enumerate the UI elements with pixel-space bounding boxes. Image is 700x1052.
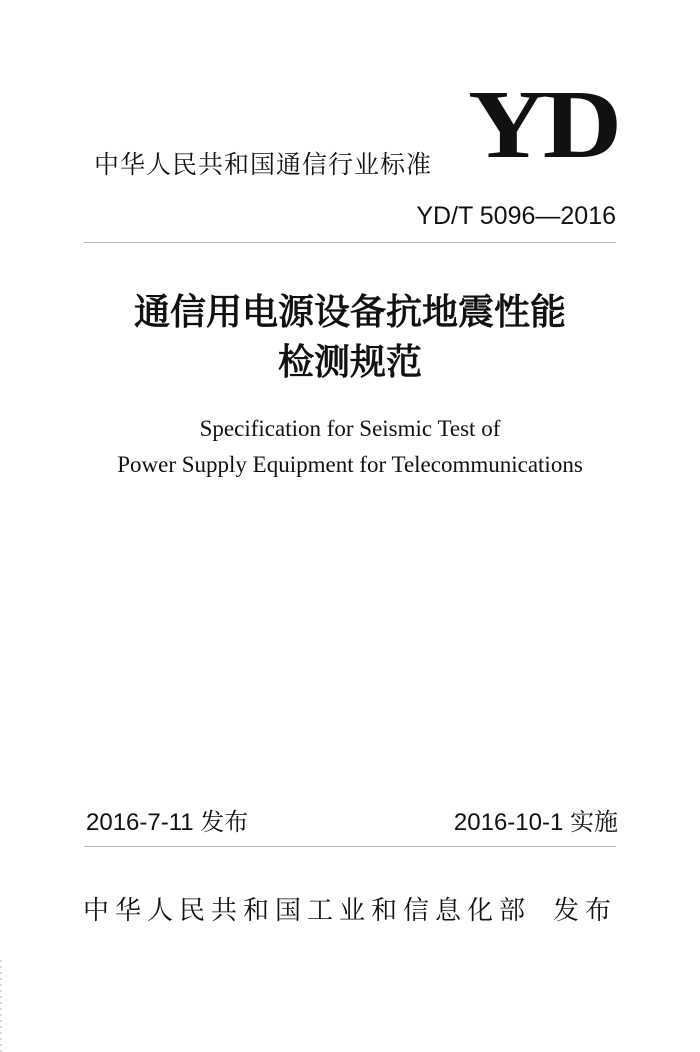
- chinese-title-line-1: 通信用电源设备抗地震性能: [133, 291, 566, 333]
- english-title-line-1: Specification for Seismic Test of: [199, 416, 501, 441]
- top-divider: [84, 242, 616, 243]
- publisher-line: [0, 898, 700, 924]
- chinese-title-line-2: 检测规范: [277, 341, 422, 383]
- standard-number: YD/T 5096—2016: [416, 202, 616, 230]
- publisher-org: 中华人民共和国工业和信息化部: [82, 896, 531, 926]
- publish-date: 2016-7-11 发布: [86, 809, 249, 836]
- english-title-line-2: Power Supply Equipment for Telecommunications: [117, 452, 583, 477]
- english-title: [0, 411, 700, 483]
- standard-category: 中华人民共和国通信行业标准: [94, 150, 433, 179]
- yd-logo: YD: [468, 71, 618, 179]
- implement-date: 2016-10-1 实施: [453, 809, 618, 836]
- publisher-action: 发布: [553, 896, 618, 926]
- chinese-title: [0, 287, 700, 387]
- scan-edge-mark: [0, 960, 2, 1052]
- bottom-divider: [84, 846, 616, 847]
